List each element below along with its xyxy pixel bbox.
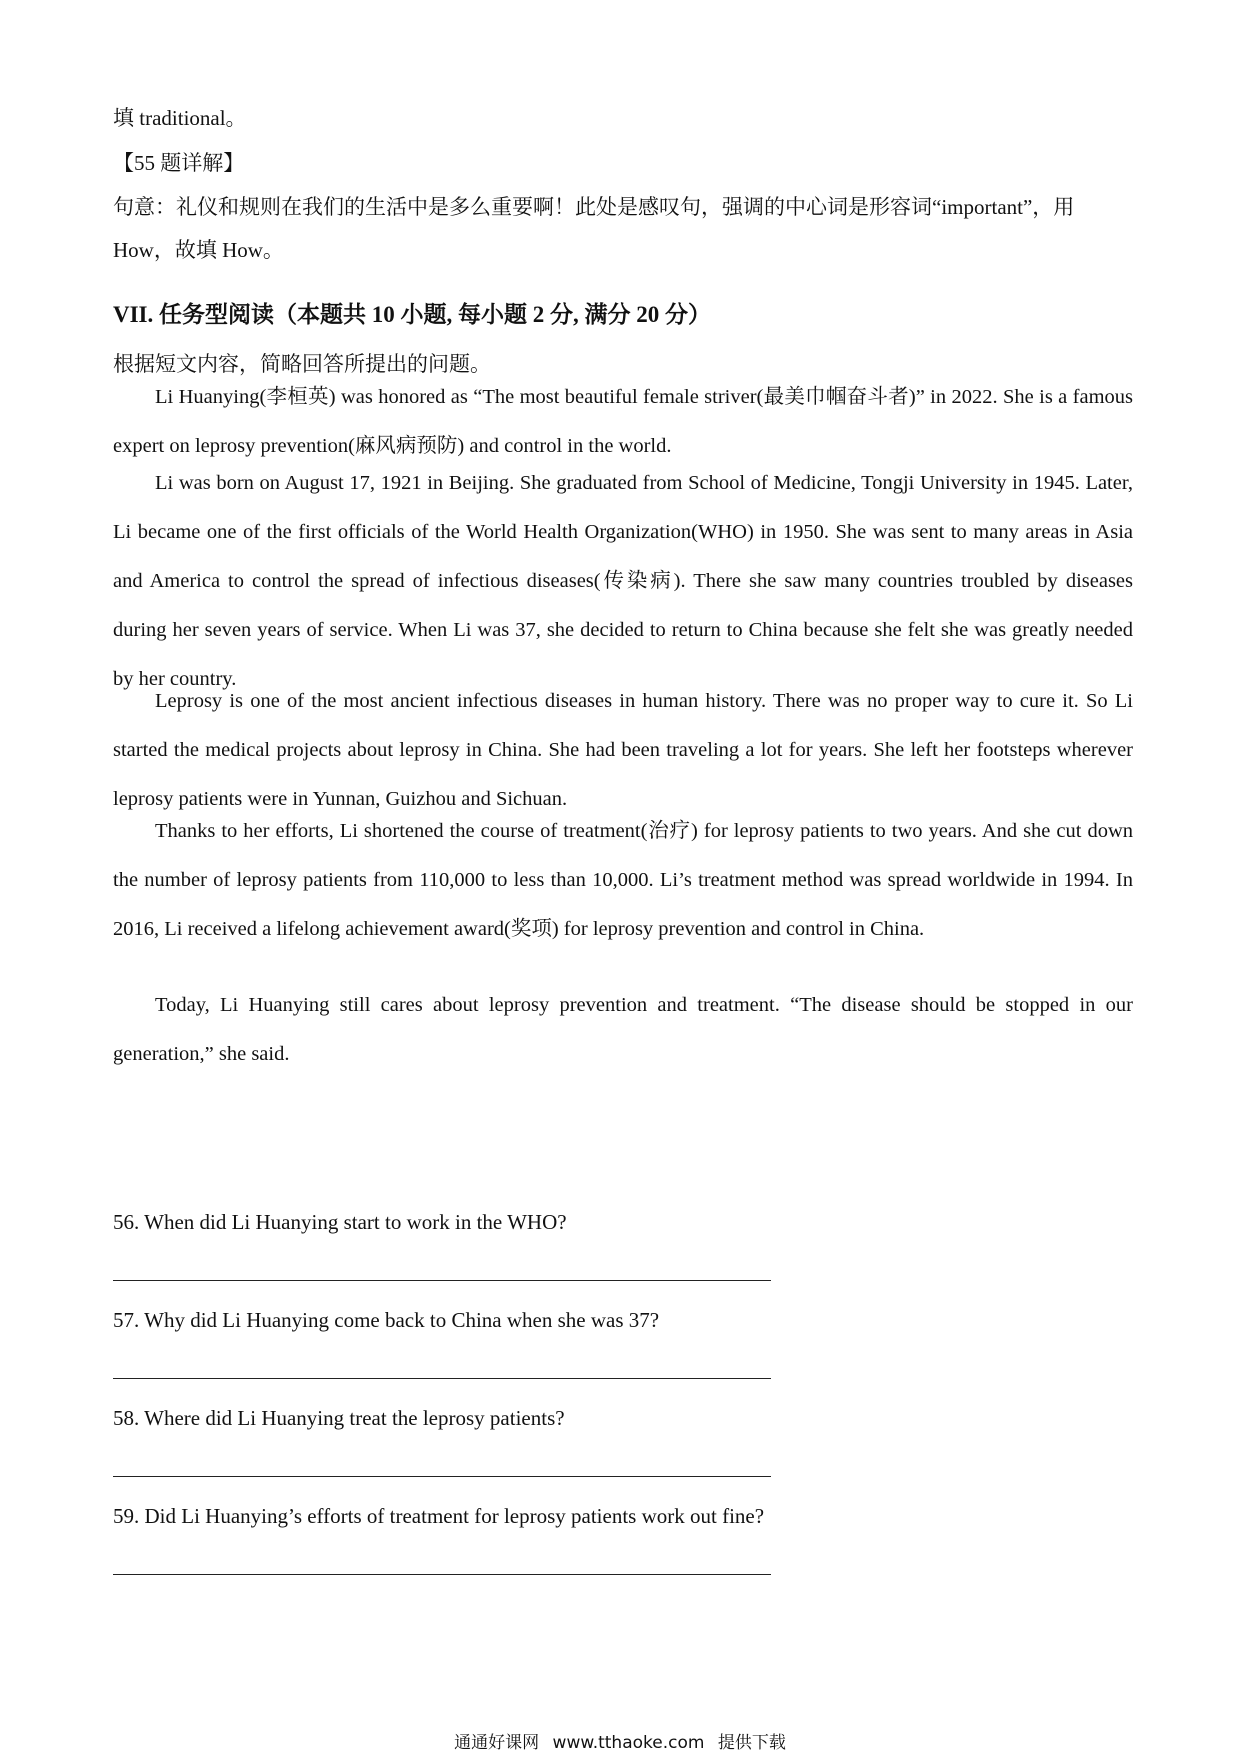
passage-paragraph-3-text: Leprosy is one of the most ancient infectious diseases in human history. There was no proper way to cure it. So Li started the medical projects about leprosy in China. She had been traveling a lot for years. She left her footsteps wherever leprosy patients were in Yunnan, Guizhou and Sichuan. <box>113 690 1133 810</box>
answer-line-57[interactable] <box>113 1378 771 1379</box>
answer-line-59[interactable] <box>113 1574 771 1575</box>
passage-paragraph-5 <box>113 981 1133 1079</box>
passage-paragraph-1-text: Li Huanying(李桓英) was honored as “The most beautiful female striver(最美巾帼奋斗者)” in 2022. She is a famous expert on leprosy prevention(麻风病预防) and control in the world. <box>113 386 1133 457</box>
passage-paragraph-5-text: Today, Li Huanying still cares about leprosy prevention and treatment. “The disease should be stopped in our generation,” she said. <box>113 994 1133 1065</box>
answer-fill-how: How，故填 How。 <box>113 238 284 262</box>
question-57: 57. Why did Li Huanying come back to China when she was 37? <box>113 1308 660 1332</box>
answer-line-58[interactable] <box>113 1476 771 1477</box>
passage-paragraph-4 <box>113 807 1133 954</box>
sentence-explanation: 句意：礼仪和规则在我们的生活中是多么重要啊！此处是感叹句，强调的中心词是形容词“important”，用 <box>113 195 1075 219</box>
footer-note: 提供下载 <box>717 1733 786 1753</box>
answer-line-56[interactable] <box>113 1280 771 1281</box>
footer-url[interactable]: www.tthaoke.com <box>552 1733 705 1753</box>
footer-site-name: 通通好课网 <box>454 1733 540 1753</box>
passage-paragraph-3 <box>113 677 1133 824</box>
passage-paragraph-2 <box>113 459 1133 704</box>
passage-paragraph-4-text: Thanks to her efforts, Li shortened the course of treatment(治疗) for leprosy patients to two years. And she cut down the number of leprosy patients from 110,000 to less than 10,000. Li’s treatment method was spread worldwide in 1994. In 2016, Li received a lifelong achievement award(奖项) for leprosy prevention and control in China. <box>113 820 1133 940</box>
question-55-detail-label: 【55 题详解】 <box>113 151 245 175</box>
question-58: 58. Where did Li Huanying treat the leprosy patients? <box>113 1406 565 1430</box>
answer-fill-line: 填 traditional。 <box>113 106 247 130</box>
question-59: 59. Did Li Huanying’s efforts of treatment for leprosy patients work out fine? <box>113 1504 765 1528</box>
page-footer <box>0 1728 1240 1753</box>
passage-paragraph-2-text: Li was born on August 17, 1921 in Beijing. She graduated from School of Medicine, Tongji University in 1945. Later, Li became one of the first officials of the World Health Organization(WHO) in 1950. She was sent to many areas in Asia and America to control the spread of infectious diseases(传染病). There she saw many countries troubled by diseases during her seven years of service. When Li was 37, she decided to return to China because she felt she was greatly needed by her country. <box>113 472 1133 690</box>
section-heading: VII. 任务型阅读（本题共 10 小题, 每小题 2 分, 满分 20 分） <box>113 302 712 327</box>
section-instruction: 根据短文内容，简略回答所提出的问题。 <box>113 352 491 376</box>
passage-paragraph-1 <box>113 373 1133 471</box>
question-56: 56. When did Li Huanying start to work in the WHO? <box>113 1210 567 1234</box>
